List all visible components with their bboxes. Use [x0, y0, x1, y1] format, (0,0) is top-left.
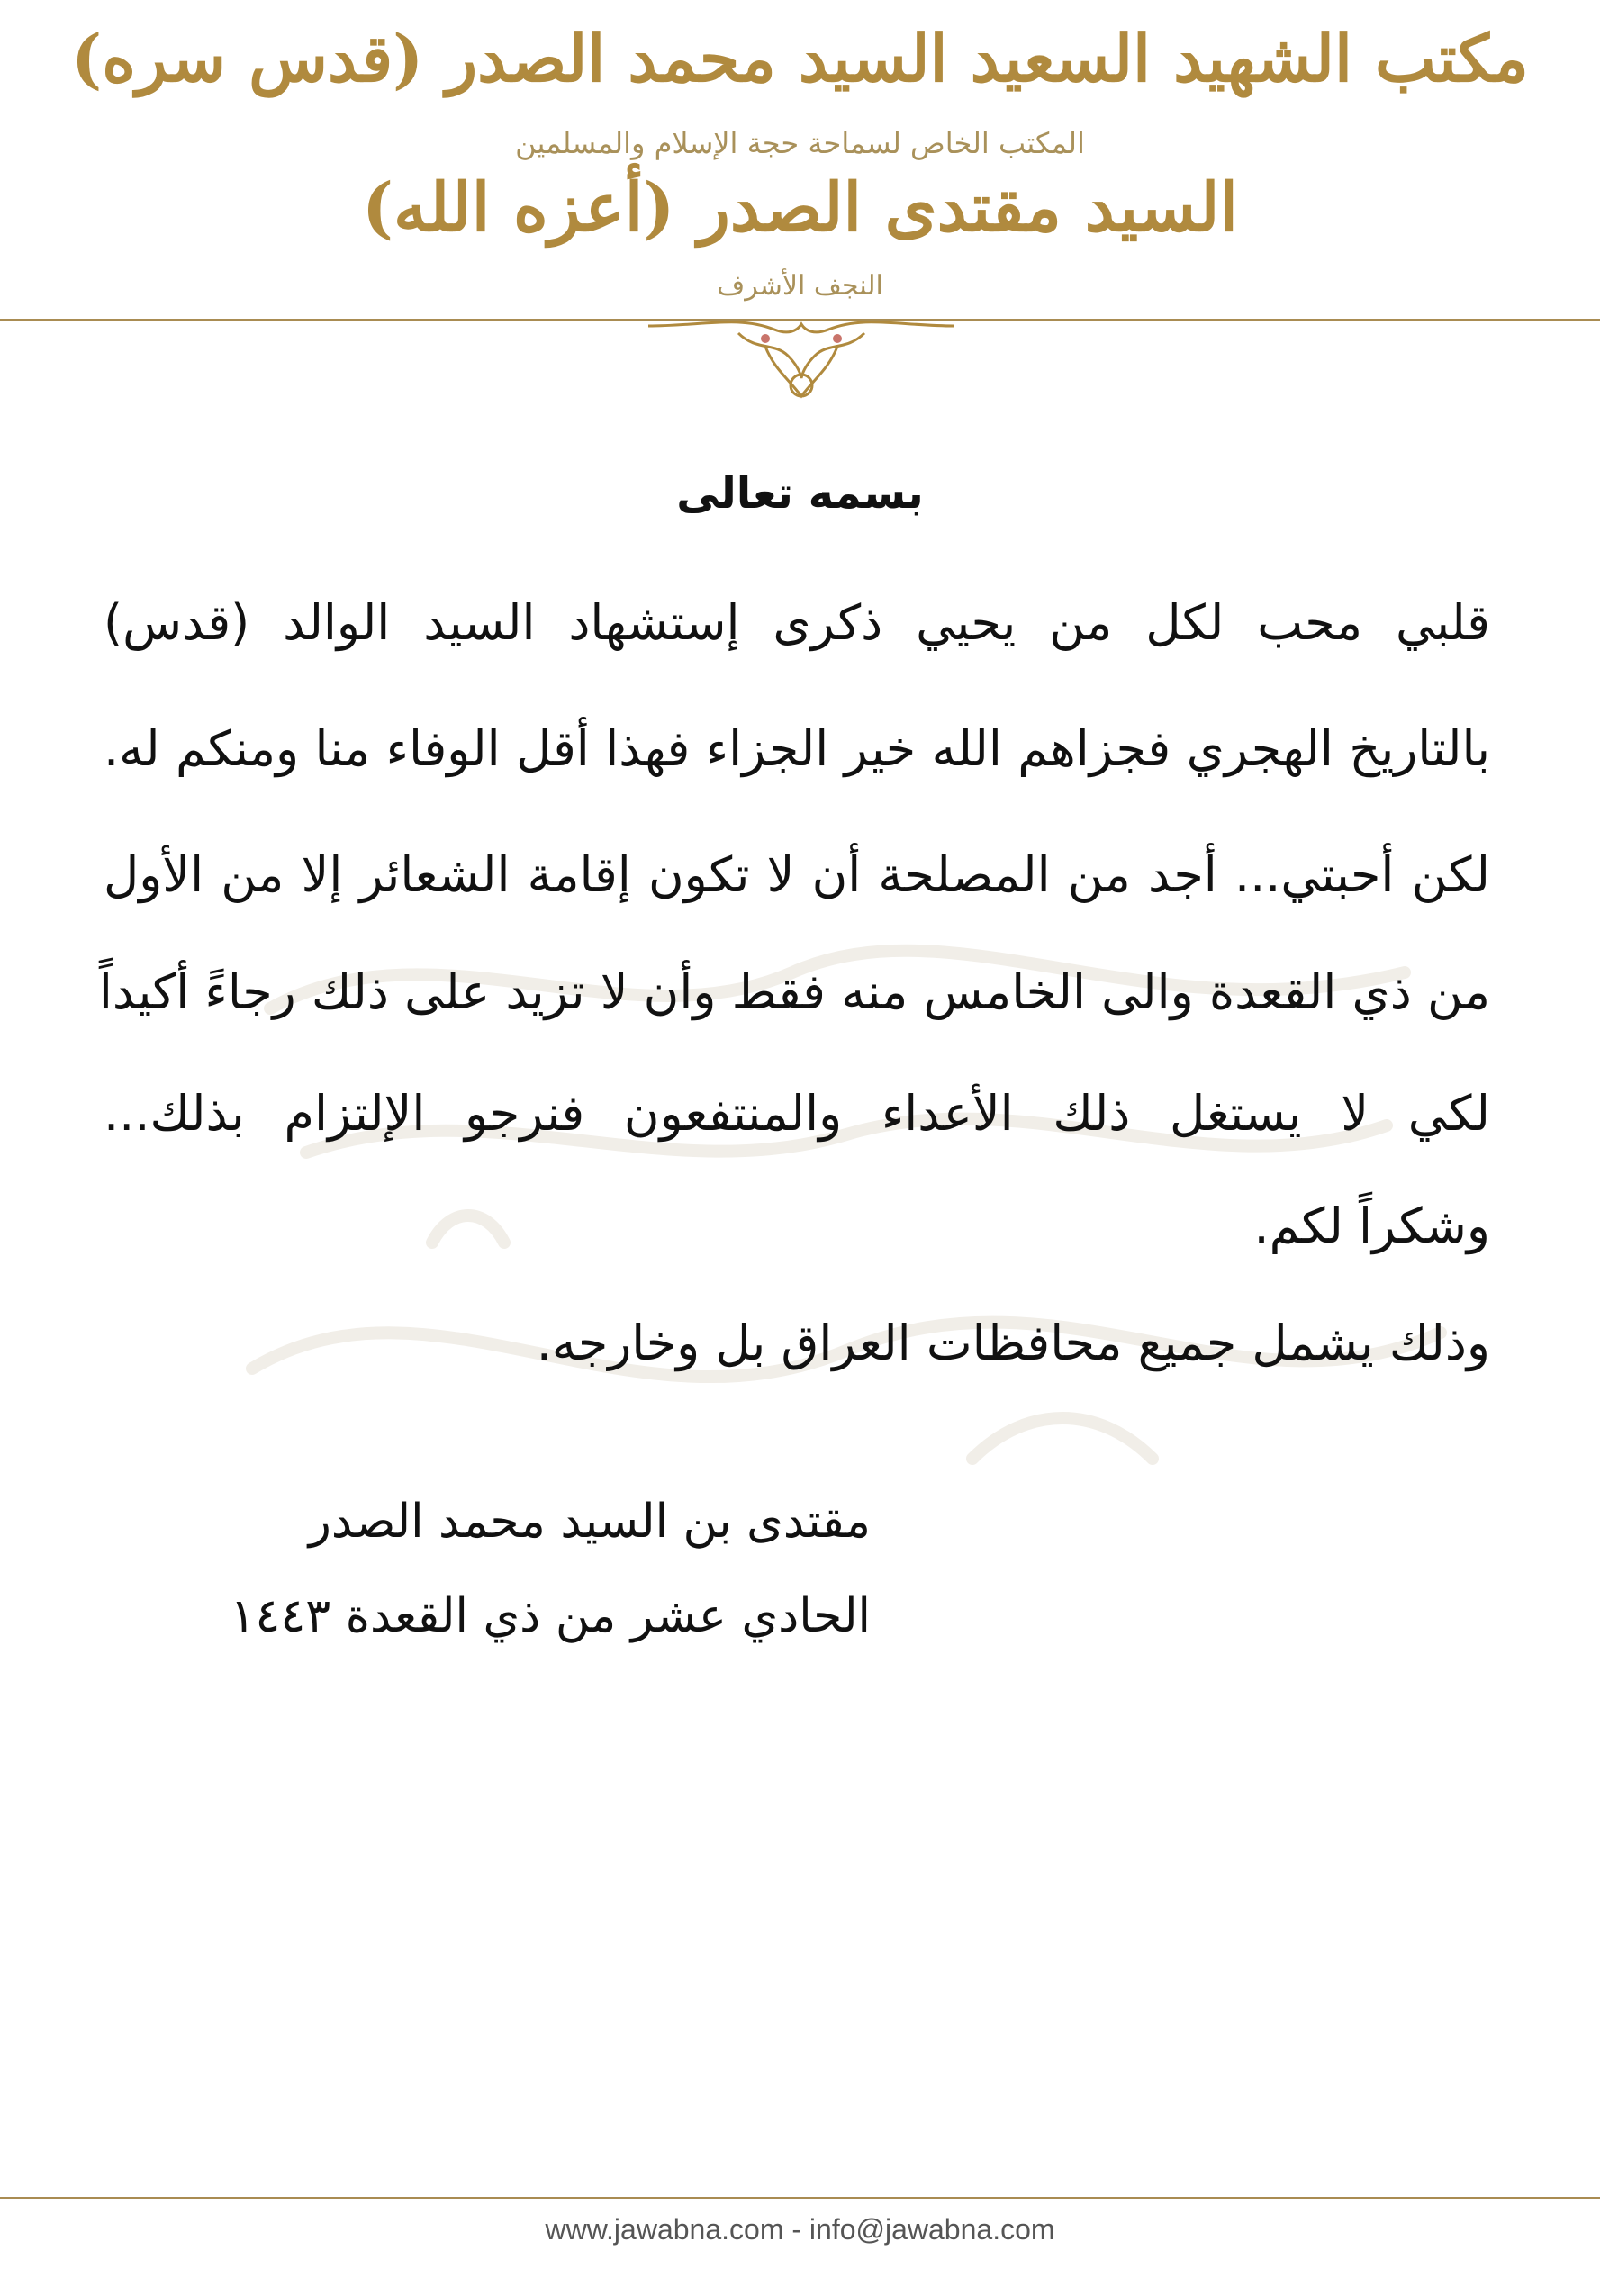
letterhead-subtitle: المكتب الخاص لسماحة حجة الإسلام والمسلمين — [515, 126, 1085, 160]
footer-divider — [0, 2197, 1600, 2199]
paragraph-line: لكن أحبتي... أجد من المصلحة أن لا تكون إقامة الشعائر إلا من الأول — [104, 846, 1490, 903]
signature-date: الحادي عشر من ذي القعدة ١٤٤٣ — [230, 1589, 871, 1643]
letterhead-name: السيد مقتدى الصدر (أعزه الله) — [362, 169, 1238, 247]
paragraph-line: بالتاريخ الهجري فجزاهم الله خير الجزاء فهذا أقل الوفاء منا ومنكم له. — [104, 720, 1490, 777]
paragraph-line: من ذي القعدة والى الخامس منه فقط وأن لا تزيد على ذلك رجاءً أكيداً — [98, 963, 1490, 1020]
letterhead-city: النجف الأشرف — [717, 270, 883, 302]
paragraph-line: لكي لا يستغل ذلك الأعداء والمنتفعون فنرجو الإلتزام بذلك... — [104, 1085, 1490, 1142]
paragraph-line: قلبي محب لكل من يحيي ذكرى إستشهاد السيد الوالد (قدس) — [104, 594, 1490, 651]
paragraph-line: وشكراً لكم. — [1253, 1198, 1490, 1254]
signature-name: مقتدى بن السيد محمد الصدر — [308, 1495, 871, 1549]
invocation-heading: بسمه تعالى — [676, 468, 924, 519]
letterhead-office-title: مكتب الشهيد السعيد السيد محمد الصدر (قدس سره) — [71, 20, 1529, 96]
footer-contact: www.jawabna.com - info@jawabna.com — [545, 2213, 1055, 2246]
paragraph-line: وذلك يشمل جميع محافظات العراق بل وخارجه. — [536, 1315, 1490, 1371]
